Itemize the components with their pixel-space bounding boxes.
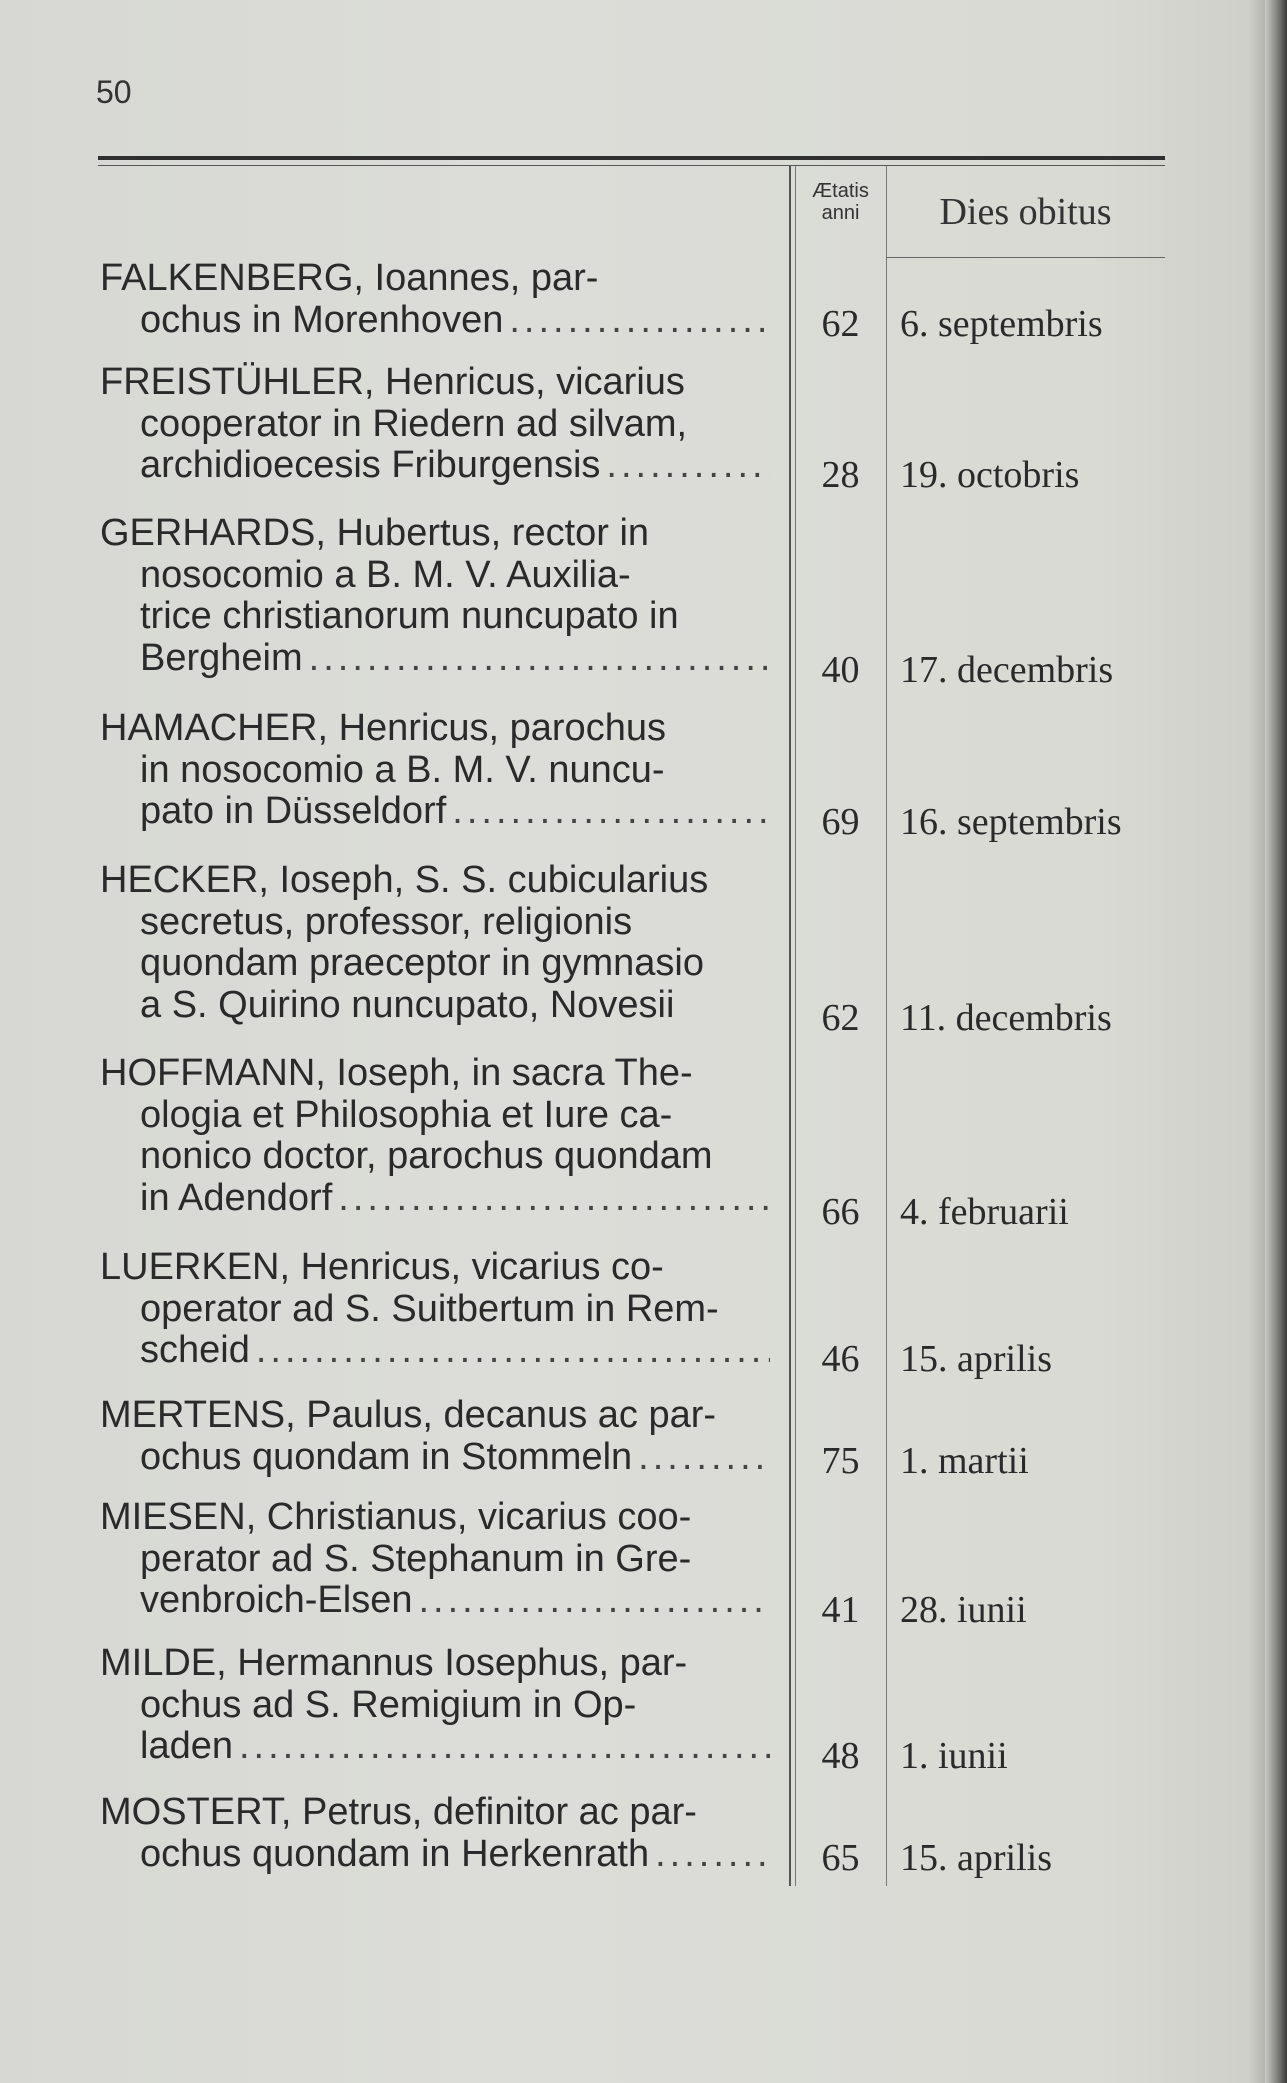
entry-name-block (100, 1497, 770, 1622)
entry-line: HAMACHER, Henricus, parochus (100, 707, 666, 749)
entry-line-text: Bergheim (140, 636, 303, 679)
entry-line: cooperator in Riedern ad silvam, (140, 402, 688, 445)
dot-leader (338, 1178, 770, 1220)
entry-line-last (100, 445, 770, 487)
entry-line: FALKENBERG, Ioannes, par- (100, 257, 599, 299)
entry-date: 6. septembris (900, 303, 1103, 345)
column-divider-right (886, 166, 887, 1886)
entry-line: HOFFMANN, Ioseph, in sacra The- (100, 1052, 693, 1094)
entry-line-text: ochus quondam in Stommeln (140, 1435, 633, 1478)
entry-line-text: ochus in Morenhoven (140, 298, 504, 341)
entry-line-text: scheid (140, 1329, 250, 1371)
column-divider-left (789, 166, 791, 1886)
book-spine-shadow (1265, 0, 1287, 2083)
entry-date: 17. decembris (900, 649, 1114, 691)
dot-leader (418, 1580, 770, 1622)
entry-name-block (100, 1395, 770, 1478)
entry-line-text: in Adendorf (140, 1176, 333, 1219)
entry-date: 15. aprilis (900, 1338, 1052, 1380)
entry-line-last (100, 1834, 770, 1876)
entry-line-last (100, 1437, 770, 1479)
entry-date: 15. aprilis (900, 1837, 1052, 1879)
entry-line: ochus ad S. Remigium in Op- (140, 1683, 637, 1726)
entry-line: HECKER, Ioseph, S. S. cubicularius (100, 859, 709, 901)
dot-leader (452, 791, 770, 833)
entry-date: 4. februarii (900, 1191, 1069, 1233)
entry-line: GERHARDS, Hubertus, rector in (100, 512, 650, 554)
dot-leader (655, 1834, 770, 1876)
entry-line-last (100, 1178, 770, 1220)
entry-line-last (100, 791, 770, 833)
entry-line: in nosocomio a B. M. V. nuncu- (140, 748, 665, 791)
entry-name-block (100, 860, 770, 1026)
entry-date: 1. iunii (900, 1735, 1008, 1777)
entry-line-text: laden (140, 1725, 233, 1767)
entry-name-block (100, 1053, 770, 1219)
age-header-line1: Ætatis (812, 180, 869, 202)
entry-line: quondam praeceptor in gymnasio (140, 942, 705, 984)
entry-line: MIESEN, Christianus, vicarius coo- (100, 1496, 692, 1538)
entry-line: MERTENS, Paulus, decanus ac par- (100, 1394, 717, 1436)
entry-line-text: ochus quondam in Herkenrath (140, 1832, 650, 1875)
entry-age: 62 (821, 303, 860, 345)
entry-date: 28. iunii (900, 1589, 1027, 1631)
entry-name-block (100, 1247, 770, 1372)
entry-line: perator ad S. Stephanum in Gre- (140, 1537, 692, 1580)
entry-date: 16. septembris (900, 801, 1122, 843)
entry-line-last (100, 638, 770, 680)
entry-line: a S. Quirino nuncupato, Novesii (140, 983, 675, 1026)
entry-line: trice christianorum nuncupato in (140, 595, 679, 637)
header-rule-thick (98, 156, 1165, 160)
entry-line: LUERKEN, Henricus, vicarius co- (100, 1246, 664, 1288)
age-header-line2: anni (821, 202, 860, 224)
entry-name-block (100, 513, 770, 679)
dot-leader (638, 1437, 770, 1479)
entry-age: 66 (821, 1191, 860, 1233)
date-header-underline (886, 257, 1165, 258)
entry-date: 11. decembris (900, 997, 1112, 1039)
entry-line: ologia et Philosophia et Iure ca- (140, 1093, 673, 1136)
entry-name-block (100, 258, 770, 341)
entry-line-text: pato in Düsseldorf (140, 790, 447, 832)
page-number: 50 (96, 74, 132, 110)
header-rule-thin (98, 165, 1165, 166)
entry-date: 19. octobris (900, 454, 1080, 496)
date-column-header: Dies obitus (939, 191, 1112, 233)
entry-line-last (100, 1580, 770, 1622)
entry-line: operator ad S. Suitbertum in Rem- (140, 1287, 719, 1330)
entry-line-last (100, 300, 770, 342)
entry-name-block (100, 362, 770, 487)
entry-line-last (100, 1330, 770, 1372)
dot-leader (606, 445, 770, 487)
entry-age: 69 (821, 801, 860, 843)
entry-date: 1. martii (900, 1440, 1029, 1482)
entry-line: FREISTÜHLER, Henricus, vicarius (100, 361, 685, 403)
entry-name-block (100, 708, 770, 833)
entry-line-last (100, 1726, 770, 1768)
entry-line: secretus, professor, religionis (140, 900, 633, 943)
dot-leader (256, 1330, 770, 1372)
entry-age: 75 (821, 1440, 860, 1482)
entry-age: 46 (821, 1338, 860, 1380)
entry-age: 48 (821, 1735, 860, 1777)
dot-leader (239, 1726, 770, 1768)
age-column-header (795, 180, 886, 224)
dot-leader (309, 638, 770, 680)
dot-leader (509, 300, 770, 342)
entry-age: 41 (821, 1589, 860, 1631)
entry-line-text: archidioecesis Friburgensis (140, 444, 601, 486)
entry-line: MOSTERT, Petrus, definitor ac par- (100, 1791, 697, 1833)
entry-age: 65 (821, 1837, 860, 1879)
entry-line: nosocomio a B. M. V. Auxilia- (140, 553, 631, 596)
entry-name-block (100, 1643, 770, 1768)
entry-line: nonico doctor, parochus quondam (140, 1135, 713, 1177)
entry-line: MILDE, Hermannus Iosephus, par- (100, 1642, 688, 1684)
entry-age: 62 (821, 997, 860, 1039)
entry-line-text: venbroich-Elsen (140, 1579, 413, 1621)
entry-name-block (100, 1792, 770, 1875)
entry-age: 40 (821, 649, 860, 691)
entry-age: 28 (821, 454, 860, 496)
